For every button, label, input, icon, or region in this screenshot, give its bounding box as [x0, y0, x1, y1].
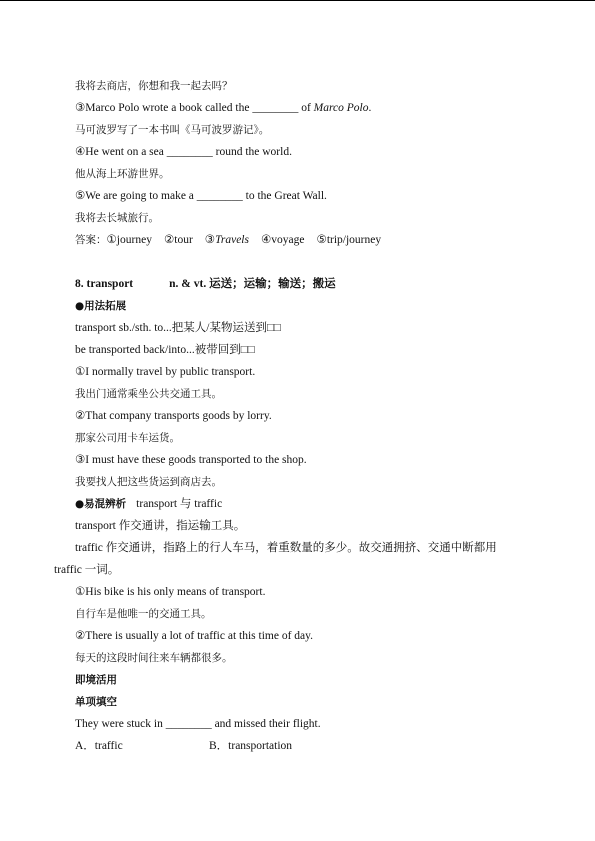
translation-line: 每天的这段时间往来车辆都很多。: [75, 652, 233, 664]
explanation-line: traffic 作交通讲，指路上的行人车马，着重数量的多少。故交通拥挤、交通中断都用: [75, 542, 497, 554]
usage-pattern: transport sb./sth. to...把某人/某物运送到□□: [75, 322, 281, 334]
translation-line: 他从海上环游世界。: [75, 168, 170, 180]
practice-heading: 即境活用: [75, 674, 117, 686]
answer-line: [75, 233, 381, 247]
book-title-italic: Marco Polo: [313, 102, 369, 114]
usage-heading: ●用法拓展: [75, 300, 127, 312]
single-choice-heading: 单项填空: [75, 696, 117, 708]
example-sentence: ①His bike is his only means of transport.: [75, 586, 266, 598]
question-sentence: They were stuck in ________ and missed their flight.: [75, 718, 321, 730]
example-sentence: ⑤We are going to make a ________ to the Great Wall.: [75, 190, 327, 202]
example-sentence: ②There is usually a lot of traffic at this time of day.: [75, 630, 314, 642]
option-a: A．traffic: [75, 740, 123, 752]
translation-line: 我要找人把这些货运到商店去。: [75, 476, 222, 488]
answer-1: ①journey: [106, 234, 152, 246]
sentence-period: .: [368, 102, 372, 114]
answer-3-number: ③: [204, 234, 216, 246]
answer-2: ②tour: [163, 234, 193, 246]
confusion-title: transport 与 traffic: [136, 498, 223, 510]
option-b: B．transportation: [209, 740, 293, 752]
entry-pos-meaning: n. & vt. 运送；运输；输送；搬运: [169, 278, 336, 290]
entry-word: 8. transport: [75, 278, 134, 290]
page-top-rule: [0, 0, 595, 1]
translation-line: 马可波罗写了一本书叫《马可波罗游记》。: [75, 124, 270, 136]
translation-line: 自行车是他唯一的交通工具。: [75, 608, 212, 620]
translation-line: 那家公司用卡车运货。: [75, 432, 180, 444]
example-sentence: [75, 101, 371, 115]
example-sentence: ①I normally travel by public transport.: [75, 366, 256, 378]
explanation-line: traffic 一词。: [54, 564, 120, 576]
translation-line: 我将去商店，你想和我一起去吗？: [75, 80, 233, 92]
example-sentence: ④He went on a sea ________ round the world.: [75, 146, 292, 158]
answer-label: 答案：: [75, 234, 107, 246]
translation-line: 我出门通常乘坐公共交通工具。: [75, 388, 222, 400]
explanation-line: transport 作交通讲，指运输工具。: [75, 520, 246, 532]
entry-heading: [75, 277, 336, 291]
example-sentence: ②That company transports goods by lorry.: [75, 410, 272, 422]
answer-4: ④voyage: [260, 234, 305, 246]
translation-line: 我将去长城旅行。: [75, 212, 159, 224]
confusion-heading: [75, 497, 222, 511]
answer-5: ⑤trip/journey: [316, 234, 382, 246]
answer-3-italic: Travels: [215, 234, 249, 246]
sentence-text: ③Marco Polo wrote a book called the ________ of: [75, 102, 314, 114]
confusion-label: ●易混辨析: [75, 498, 127, 510]
example-sentence: ③I must have these goods transported to the shop.: [75, 454, 307, 466]
usage-pattern: be transported back/into...被带回到□□: [75, 344, 255, 356]
